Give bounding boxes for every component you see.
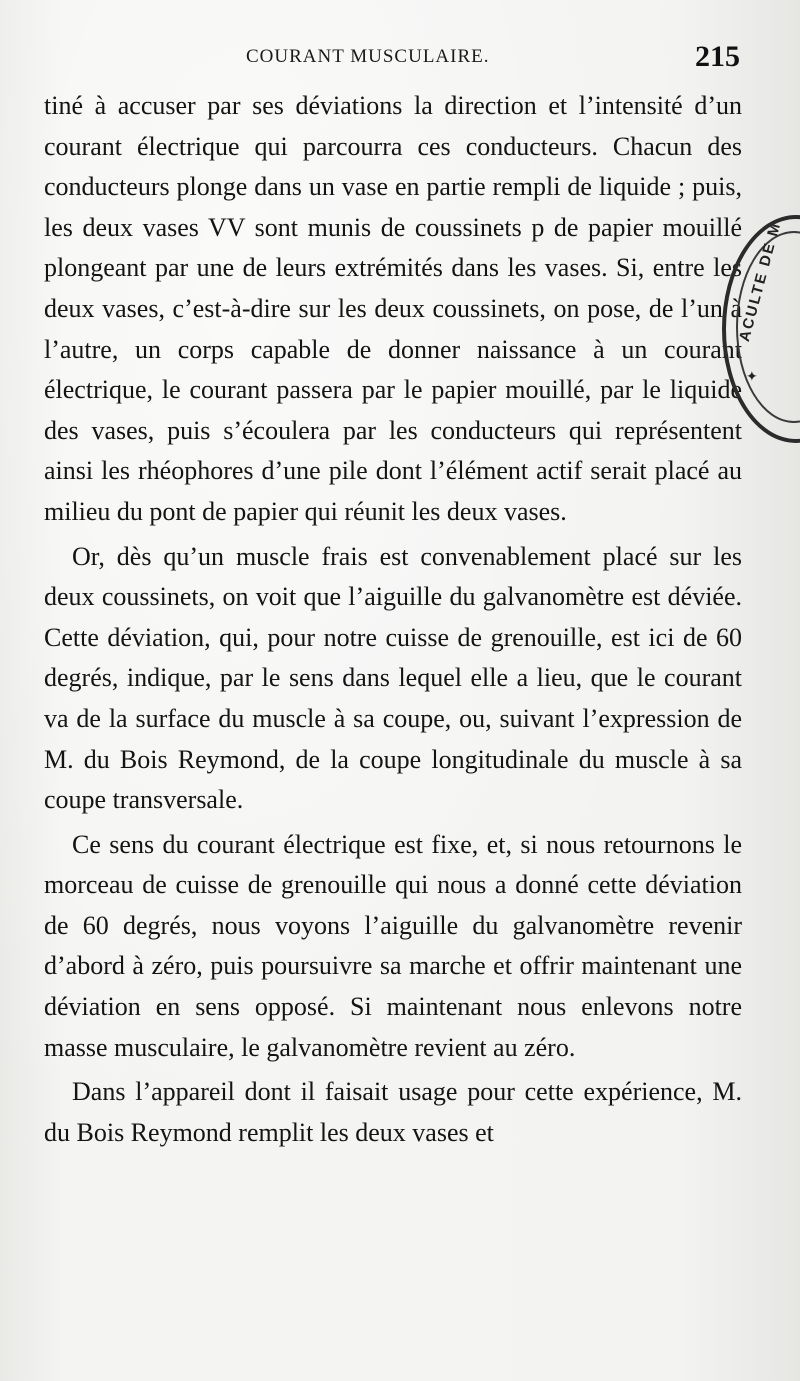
- paragraph-4: Dans l’appareil dont il faisait usage pour cette expérience, M. du Bois Reymond remplit les deux vases et: [44, 1077, 742, 1147]
- stamp-star-icon: ✦: [746, 369, 758, 385]
- body-text: [44, 86, 742, 1157]
- page-header: [44, 40, 740, 76]
- page-number: 215: [695, 40, 740, 73]
- paragraph-3: Ce sens du courant électrique est fixe, et, si nous retournons le morceau de cuisse de grenouille qui nous a donné cette déviation de 60 degrés, nous voyons l’aiguille du galvanomètre revenir d’abord à zéro, puis poursuivre sa marche et offrir maintenant une déviation en sens opposé. Si maintenant nous enlevons notre masse musculaire, le galvanomètre revient au zéro.: [44, 829, 742, 1062]
- paragraph-1: tiné à accuser par ses déviations la direction et l’intensité d’un courant électrique qui parcourra ces conducteurs. Chacun des conducteurs plonge dans un vase en partie rempli de liquide ; puis, les deux vases VV sont munis de coussinets p de papier mouillé plongeant par une de leurs extrémités dans les vases. Si, entre les deux vases, c’est-à-dire sur les deux coussinets, on pose, de l’un à l’autre, un corps capable de donner naissance à un courant électrique, le courant passera par le papier mouillé, par le liquide des vases, puis s’écoulera par les conducteurs qui représentent ainsi les rhéophores d’une pile dont l’élément actif serait placé au milieu du pont de papier qui réunit les deux vases.: [44, 91, 742, 526]
- running-title: COURANT MUSCULAIRE.: [246, 46, 490, 67]
- stamp-text: ACULTE DE M: [736, 219, 785, 344]
- paragraph-2: Or, dès qu’un muscle frais est convenablement placé sur les deux coussinets, on voit que l’aiguille du galvanomètre est déviée. Cette déviation, qui, pour notre cuisse de grenouille, est ici de 60 degrés, indique, par le sens dans lequel elle a lieu, que le courant va de la surface du muscle à sa coupe, ou, suivant l’expression de M. du Bois Reymond, de la coupe longitudinale du muscle à sa coupe transversale.: [44, 541, 742, 815]
